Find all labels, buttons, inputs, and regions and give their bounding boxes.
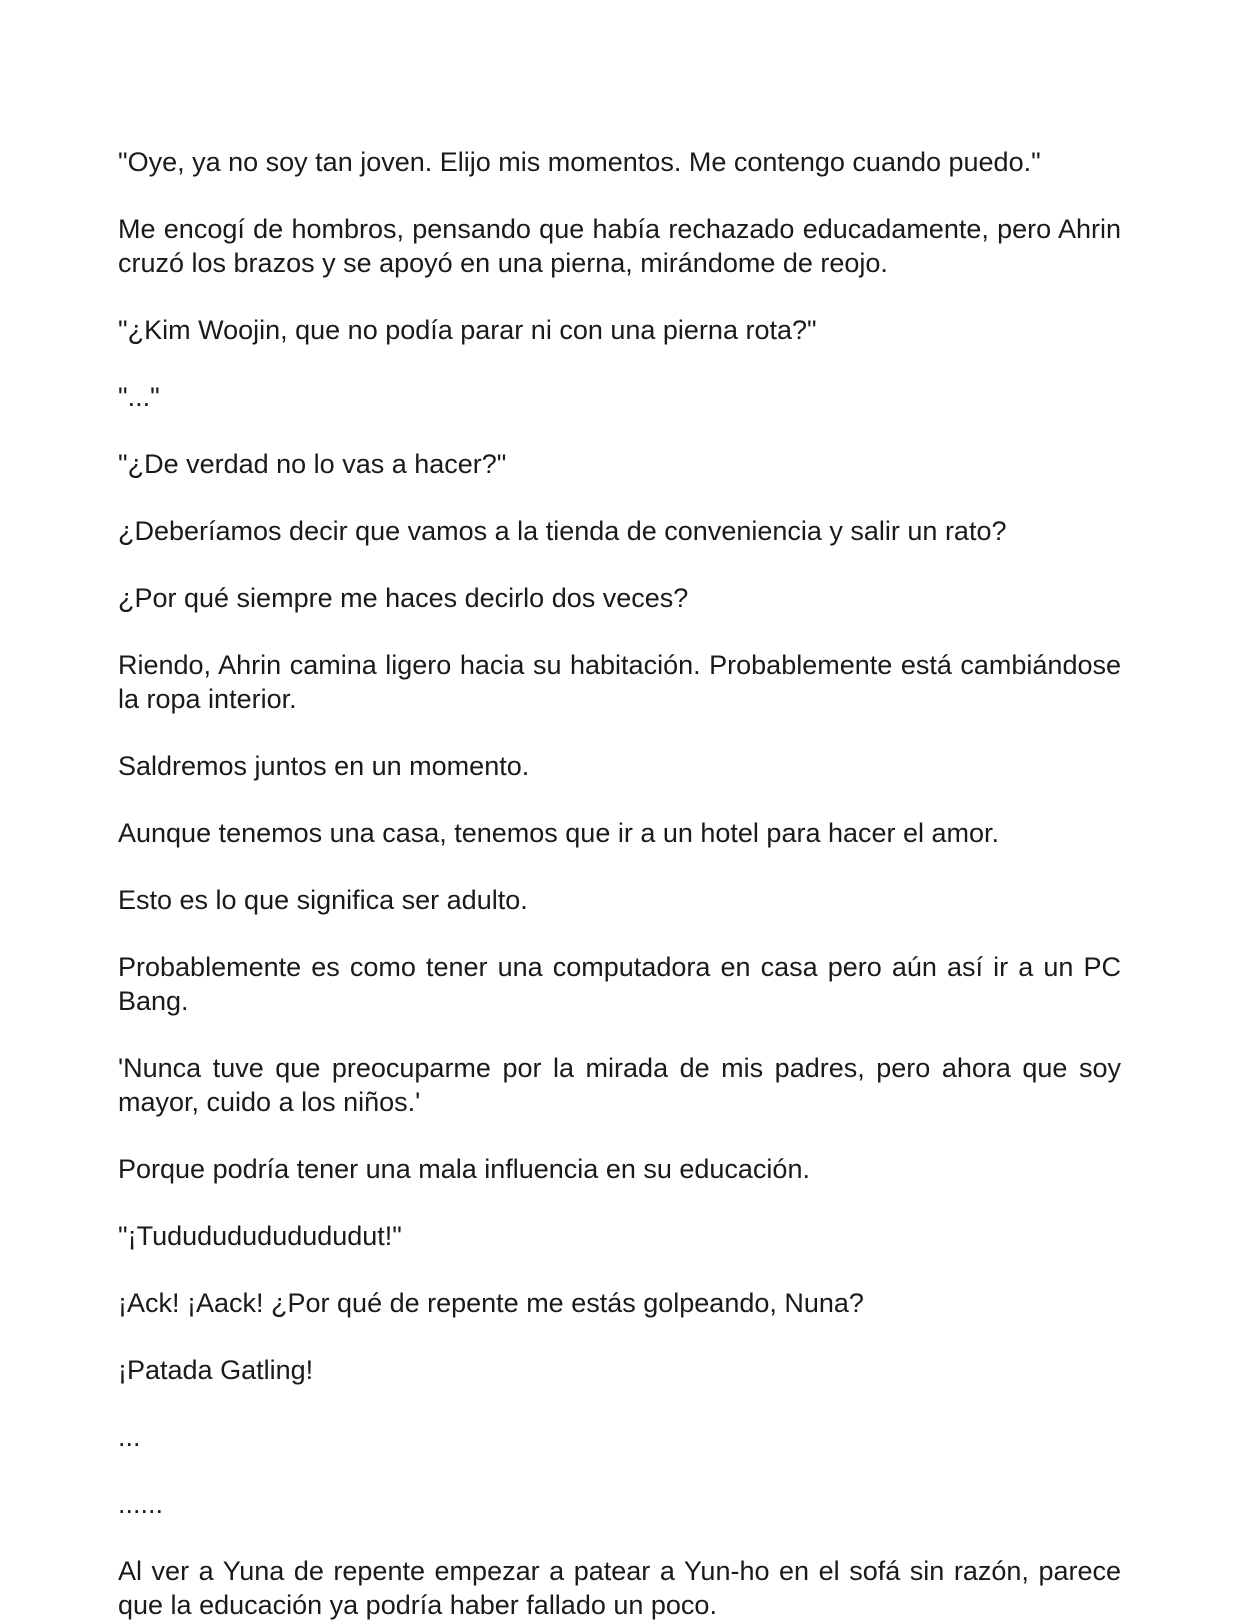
paragraph: Esto es lo que significa ser adulto.	[118, 885, 528, 915]
paragraph: Aunque tenemos una casa, tenemos que ir a un hotel para hacer el amor.	[118, 818, 1000, 848]
paragraph: 'Nunca tuve que preocuparme por la mirada de mis padres, pero ahora que soy mayor, cuido a los niños.'	[118, 1053, 1121, 1117]
paragraph: ¿Deberíamos decir que vamos a la tienda de conveniencia y salir un rato?	[118, 516, 1007, 546]
paragraph: "Oye, ya no soy tan joven. Elijo mis momentos. Me contengo cuando puedo."	[118, 147, 1041, 177]
paragraph: "¡Tudududududududut!"	[118, 1221, 402, 1251]
paragraph: Saldremos juntos en un momento.	[118, 751, 530, 781]
paragraph: "..."	[118, 382, 160, 412]
paragraph: ¡Ack! ¡Aack! ¿Por qué de repente me estás golpeando, Nuna?	[118, 1288, 864, 1318]
paragraph: "¿Kim Woojin, que no podía parar ni con una pierna rota?"	[118, 315, 817, 345]
paragraph: Me encogí de hombros, pensando que había rechazado educadamente, pero Ahrin cruzó los brazos y se apoyó en una pierna, mirándome de reojo.	[118, 214, 1121, 278]
paragraph: Porque podría tener una mala influencia en su educación.	[118, 1154, 810, 1184]
paragraph: ...	[118, 1422, 141, 1452]
paragraph: ¿Por qué siempre me haces decirlo dos veces?	[118, 583, 689, 613]
paragraph: Al ver a Yuna de repente empezar a patear a Yun-ho en el sofá sin razón, parece que la educación ya podría haber fallado un poco.	[118, 1556, 1121, 1620]
document-body	[118, 145, 1121, 1620]
paragraph: ¡Patada Gatling!	[118, 1355, 314, 1385]
paragraph: ......	[118, 1489, 164, 1519]
paragraph: Riendo, Ahrin camina ligero hacia su habitación. Probablemente está cambiándose la ropa interior.	[118, 650, 1121, 714]
paragraph: Probablemente es como tener una computadora en casa pero aún así ir a un PC Bang.	[118, 952, 1121, 1016]
paragraph: "¿De verdad no lo vas a hacer?"	[118, 449, 507, 479]
